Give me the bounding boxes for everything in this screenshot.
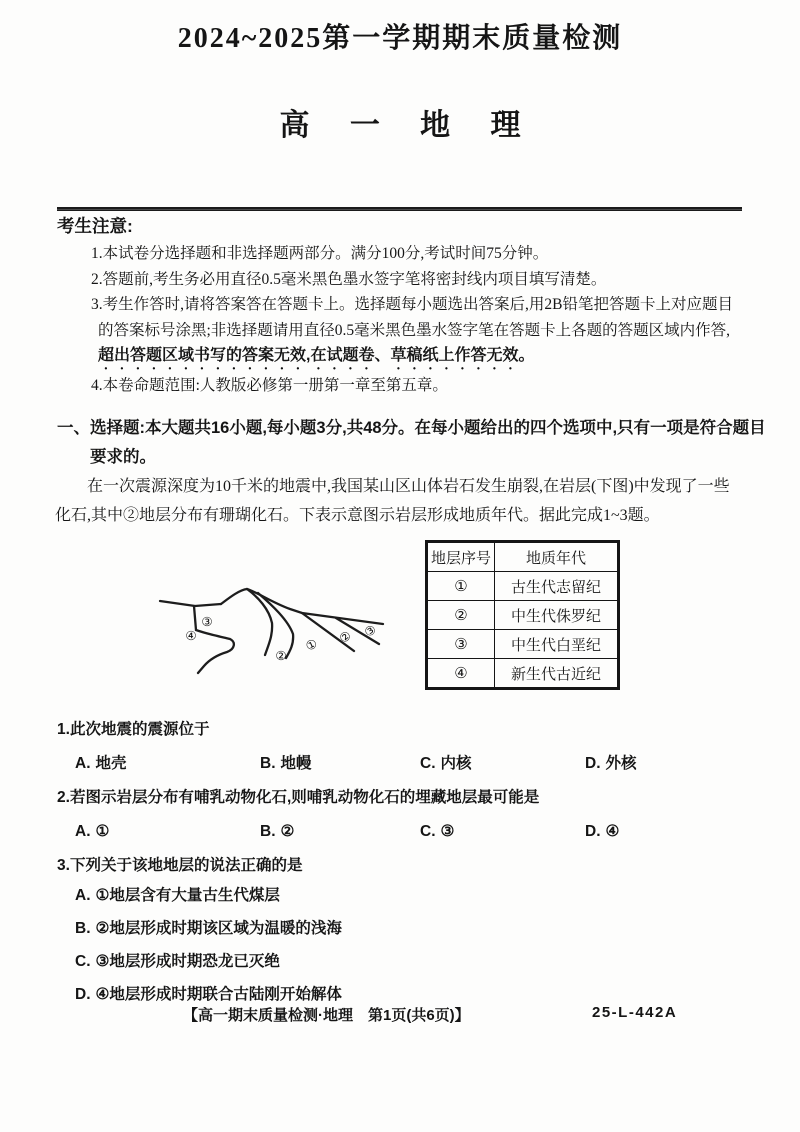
- layer-no-cell: ④: [427, 659, 495, 689]
- option-d: D. 外核: [585, 755, 637, 772]
- table-header-layer-no: 地层序号: [427, 542, 495, 572]
- layer-label-1-center: ①: [303, 635, 320, 654]
- table-header-row: [427, 542, 619, 572]
- questions-block: [57, 716, 747, 1011]
- strata-cross-section-diagram: [145, 578, 445, 703]
- notice-item-3-text: 3.考生作答时,请将答案答在答题卡上。选择题每小题选出答案后,用2B铅笔把答题卡上对应题目的答案标号涂黑;非选择题请用直径0.5毫米黑色墨水签字笔在答题卡上各题的答题区域内作答,: [91, 296, 733, 339]
- question-3: [57, 852, 747, 1011]
- option-a: A. ①: [75, 823, 110, 840]
- table-row: [427, 572, 619, 601]
- horizontal-divider: [57, 207, 742, 211]
- notice-item-2: 2.答题前,考生务必用直径0.5毫米黑色墨水签字笔将密封线内项目填写清楚。: [91, 270, 607, 288]
- question-1: [57, 716, 747, 777]
- option-c: C. 内核: [420, 755, 472, 772]
- section-1-heading: 一、选择题:本大题共16小题,每小题3分,共48分。在每小题给出的四个选项中,只有一项是符合题目要求的。: [57, 419, 766, 466]
- question-group-intro: 在一次震源深度为10千米的地震中,我国某山区山体岩石发生崩裂,在岩层(下图)中发现了一些化石,其中②地层分布有珊瑚化石。下表示意图示岩层形成地质年代。据此完成1~3题。: [55, 478, 730, 524]
- option-d: D. ④地层形成时期联合古陆刚开始解体: [75, 986, 342, 1003]
- notice-item-4: 4.本卷命题范围:人教版必修第一册第一章至第五章。: [91, 377, 448, 394]
- table-row: [427, 601, 619, 630]
- layer-label-2-center: ②: [275, 648, 287, 663]
- ridge-and-right-surface: [221, 589, 383, 624]
- subject-title: 高 一 地 理: [279, 109, 537, 142]
- era-cell: 古生代志留纪: [495, 572, 619, 601]
- option-c: C. ③地层形成时期恐龙已灭绝: [75, 953, 280, 970]
- question-text: 此次地震的震源位于: [69, 721, 210, 738]
- question-number: 2.: [57, 789, 70, 806]
- question-1-options: [75, 750, 747, 777]
- question-text: 若图示岩层分布有哺乳动物化石,则哺乳动物化石的埋藏地层最可能是: [69, 789, 540, 806]
- layer-no-cell: ③: [427, 630, 495, 659]
- question-3-stem: [57, 852, 747, 879]
- layer-no-cell: ①: [427, 572, 495, 601]
- option-d: D. ④: [585, 823, 620, 840]
- option-a: A. ①地层含有大量古生代煤层: [75, 887, 280, 904]
- strata-era-table: [425, 540, 620, 690]
- layer-label-3-right: ③: [361, 621, 380, 641]
- option-b: B. ②地层形成时期该区域为温暖的浅海: [75, 920, 342, 937]
- question-1-stem: [57, 716, 747, 743]
- question-2-options: [75, 818, 747, 845]
- table-header-era: 地质年代: [495, 542, 619, 572]
- question-2-stem: [57, 784, 747, 811]
- question-number: 1.: [57, 721, 70, 738]
- question-2: [57, 784, 747, 845]
- examinee-notice: [57, 213, 744, 399]
- notice-item-3-emphasis: 超出答题区域书写的答案无效,在试题卷、草稿纸上作答无效。: [98, 347, 535, 364]
- table-row: [427, 659, 619, 689]
- page-footer: [0, 1004, 800, 1026]
- notice-item-1: 1.本试卷分选择题和非选择题两部分。满分100分,考试时间75分钟。: [91, 245, 549, 262]
- question-number: 3.: [57, 857, 70, 874]
- layer-label-4-left: ④: [185, 628, 197, 643]
- layer-no-cell: ②: [427, 601, 495, 630]
- option-b: B. 地幔: [260, 755, 312, 772]
- question-3-options: [75, 879, 747, 1011]
- era-cell: 中生代白垩纪: [495, 630, 619, 659]
- table-row: [427, 630, 619, 659]
- surface-line-left: [160, 601, 221, 606]
- layer-label-2-right: ②: [335, 627, 355, 647]
- footer-paper-label: 【高一期末质量检测·地理 第1页(共6页)】: [183, 1007, 470, 1024]
- footer-paper-code: 25-L-442A: [592, 1004, 678, 1021]
- left-fault-and-fold: [194, 606, 234, 673]
- layer-label-3-left: ③: [201, 614, 213, 629]
- option-b: B. ②: [260, 823, 295, 840]
- page-title: 2024~2025第一学期期末质量检测: [177, 23, 623, 54]
- option-c: C. ③: [420, 823, 455, 840]
- question-text: 下列关于该地地层的说法正确的是: [69, 857, 303, 874]
- notice-item-3: [57, 292, 744, 373]
- era-cell: 新生代古近纪: [495, 659, 619, 689]
- era-cell: 中生代侏罗纪: [495, 601, 619, 630]
- option-a: A. 地壳: [75, 755, 127, 772]
- notice-heading: 考生注意:: [57, 216, 133, 236]
